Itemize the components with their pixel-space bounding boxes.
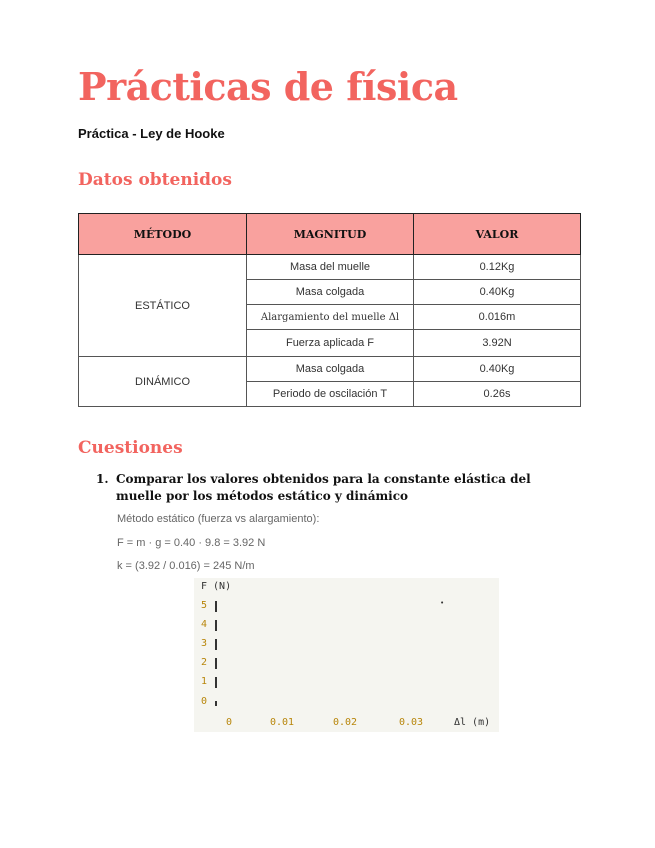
table-header-row [79, 214, 581, 255]
plot-y-tick: 0 [201, 696, 208, 707]
plot-axis-segment [215, 701, 217, 706]
table-row [79, 357, 581, 382]
magnitud-cell: Masa colgada [247, 357, 414, 382]
plot-y-tick: 2 [201, 657, 208, 668]
magnitud-cell: Periodo de oscilación T [247, 382, 414, 407]
column-header-magnitud: MAGNITUD [247, 214, 414, 255]
section-heading-cuestiones: Cuestiones [78, 438, 183, 458]
plot-axis-segment [215, 639, 217, 650]
note-fuerza: F = m · g = 0.40 · 9.8 = 3.92 N [117, 537, 266, 549]
plot-y-tick: 4 [201, 619, 208, 630]
magnitud-cell: Masa colgada [247, 280, 414, 305]
valor-cell: 0.40Kg [414, 357, 581, 382]
plot-x-tick: 0.01 [270, 717, 295, 728]
page-title: Prácticas de física [78, 64, 458, 109]
table-row [79, 255, 581, 280]
magnitud-cell: Fuerza aplicada F [247, 330, 414, 357]
question-number: 1. [96, 472, 109, 486]
plot-axis-segment [215, 601, 217, 612]
results-table [78, 213, 581, 407]
plot-y-axis-label: F (N) [201, 581, 232, 592]
plot-data-point: • [440, 599, 445, 607]
valor-cell: 0.016m [414, 305, 581, 330]
plot-y-tick: 3 [201, 638, 208, 649]
note-metodo-estatico: Método estático (fuerza vs alargamiento): [117, 513, 320, 525]
plot-y-tick: 1 [201, 676, 208, 687]
valor-cell: 3.92N [414, 330, 581, 357]
plot-axis-segment [215, 658, 217, 669]
question-text: Comparar los valores obtenidos para la constante elástica del muelle por los métodos estático y dinámico [116, 472, 531, 503]
method-cell-estatico: ESTÁTICO [79, 255, 247, 357]
valor-cell: 0.26s [414, 382, 581, 407]
magnitud-cell: Masa del muelle [247, 255, 414, 280]
column-header-valor: VALOR [414, 214, 581, 255]
magnitud-cell: Alargamiento del muelle Δl [247, 305, 414, 330]
plot-x-axis-label: Δl (m) [454, 717, 491, 728]
question-item [96, 471, 576, 505]
ascii-plot [194, 578, 499, 732]
plot-axis-segment [215, 620, 217, 631]
valor-cell: 0.40Kg [414, 280, 581, 305]
plot-axis-segment [215, 677, 217, 688]
questions-list [96, 471, 576, 505]
page-subtitle: Práctica - Ley de Hooke [78, 126, 225, 141]
section-heading-datos: Datos obtenidos [78, 170, 232, 190]
valor-cell: 0.12Kg [414, 255, 581, 280]
plot-x-tick: 0.02 [333, 717, 358, 728]
method-cell-dinamico: DINÁMICO [79, 357, 247, 407]
plot-x-tick: 0.03 [399, 717, 424, 728]
plot-y-tick: 5 [201, 600, 208, 611]
column-header-metodo: MÉTODO [79, 214, 247, 255]
note-constante-k: k = (3.92 / 0.016) = 245 N/m [117, 560, 255, 572]
plot-x-tick: 0 [226, 717, 233, 728]
